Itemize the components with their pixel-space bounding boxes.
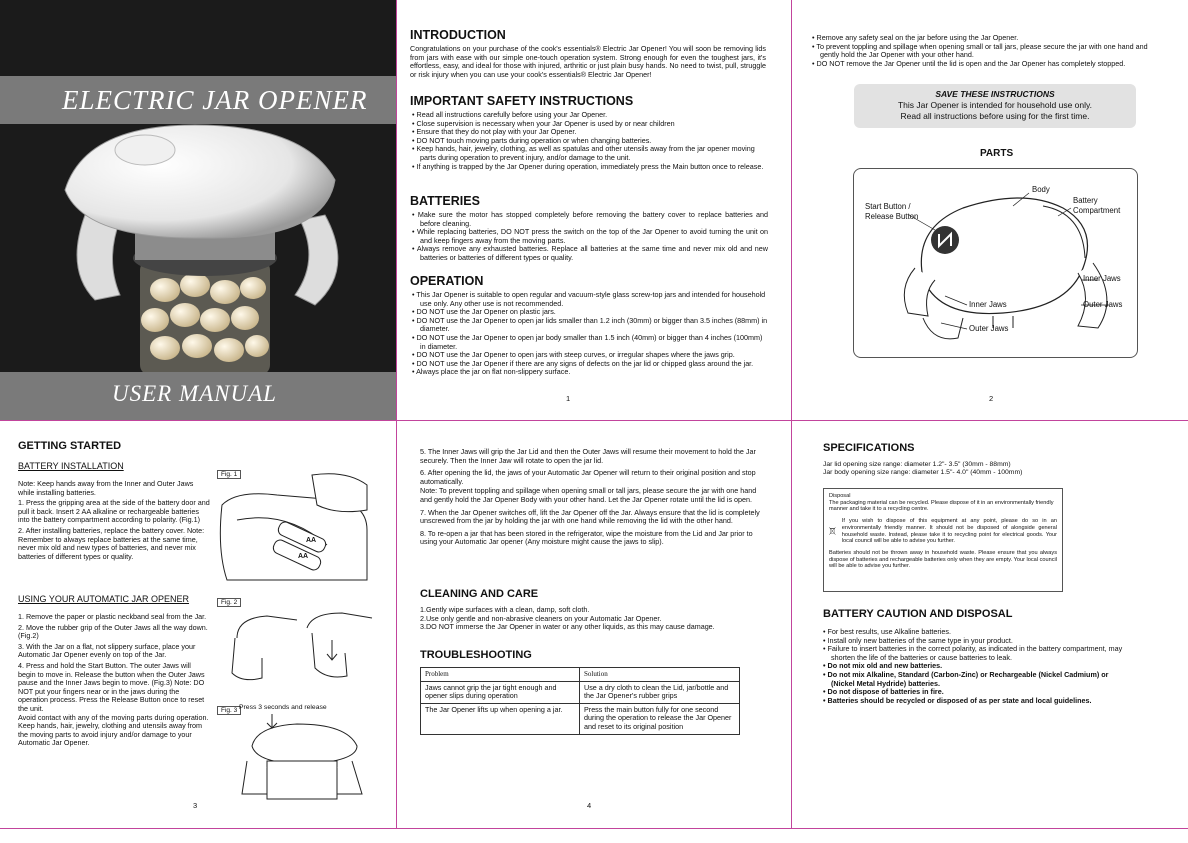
battery-aa-label-2: AA xyxy=(298,553,309,560)
list-item: • For best results, use Alkaline batteries. xyxy=(823,627,951,636)
list-item: • DO NOT remove the Jar Opener until the lid is open and the Jar Opener has completely stopped. xyxy=(812,58,1126,68)
figure-1-illustration xyxy=(217,470,377,588)
list-item: • Keep hands, hair, jewelry, clothing, as well as spatulas and other utensils away from the jar opener moving parts during operation to prevent injury, and/or damage to the unit. xyxy=(412,144,755,162)
list-item: • Remove any safety seal on the jar before using the Jar Opener. xyxy=(812,33,1019,42)
batteries-heading: BATTERIES xyxy=(410,194,480,208)
intro-heading: INTRODUCTION xyxy=(410,28,506,42)
table-header: Problem xyxy=(421,668,580,682)
using-opener-subheading: USING YOUR AUTOMATIC JAR OPENER xyxy=(18,594,190,604)
label-outer-jaws-left: Outer Jaws xyxy=(969,324,1009,333)
specifications-text: Jar lid opening size range: diameter 1.2"- 3.5" (30mm - 88mm) Jar body opening size range: diameter 1.5"- 4.0" (40mm - 100mm) xyxy=(823,461,1023,476)
parts-heading: PARTS xyxy=(980,148,1014,159)
figure-3-illustration xyxy=(217,706,377,801)
table-header: Solution xyxy=(580,668,740,682)
figure-3-label: Fig. 3 xyxy=(217,706,241,715)
divider-top-left xyxy=(396,0,397,420)
list-item: • Always remove any exhausted batteries. Replace all batteries at the same time and never mix old and new batteries or batteries of different types or quality. xyxy=(412,244,768,262)
list-item: • DO NOT use the Jar Opener to open jar lids smaller than 1.2 inch (30mm) or bigger than 3.5 inches (88mm) in diameter. xyxy=(412,315,768,334)
jar-opener-photo xyxy=(25,120,365,375)
figure-1-label: Fig. 1 xyxy=(217,470,241,479)
list-item: • DO NOT use the Jar Opener if there are any signs of defects on the jar lid or chipped glass around the jar. xyxy=(412,358,754,368)
using-opener-text: 1. Remove the paper or plastic neckband seal from the Jar. 2. Move the rubber grip of the Outer Jaws all the way down. (Fig.2) 3. With the Jar on a flat, not slippery surface, place your Automatic Jar Opener evenly on top of the Jar. 4. Press and hold the Start Button. The outer Jaws will begin to move in. Release the button when the Outer Jaws pause and the Inner Jaws begin to move. (Fig.3) Note: DO NOT put your fingers near or in the jaws during the operation process. Press the Release Button once to reset the unit. Avoid contact with any of the moving parts during operation. Keep hands, hair, jewelry, clothing and utensils away from the moving parts to avoid injury and/or damage to your Automatic Jar Opener. xyxy=(18,612,209,748)
list-item: • DO NOT use the Jar Opener to open jar body smaller than 1.5 inch (40mm) or bigger than 4 inches (100mm) in diameter. xyxy=(412,332,763,351)
list-item: 2.Use only gentle and non-abrasive cleaners on your Automatic Jar Opener. xyxy=(420,613,662,623)
list-item: • Read all instructions carefully before using your Jar Opener. xyxy=(412,110,608,119)
divider-bottom-right xyxy=(791,421,792,829)
label-body: Body xyxy=(1032,185,1050,194)
list-item: • To prevent toppling and spillage when opening small or tall jars, please secure the jar with one hand and gently hold the Jar Opener with your other hand. xyxy=(812,41,1148,60)
specifications-heading: SPECIFICATIONS xyxy=(823,442,915,454)
page-number-1: 1 xyxy=(566,394,571,403)
list-item: • Ensure that they do not play with your Jar Opener. xyxy=(412,127,577,137)
list-item: • If anything is trapped by the Jar Opener during operation, immediately press the Main button once to release. xyxy=(412,161,764,171)
table-cell: Press the main button fully for one second during the operation to release the Jar Opener and reset to its original position xyxy=(580,703,740,734)
batteries-list xyxy=(412,211,768,263)
list-item: • This Jar Opener is suitable to open regular and vacuum-style glass screw-top jars and intended for household use only. Any other use is not recommended. xyxy=(412,290,766,308)
divider-top-right xyxy=(791,0,792,420)
page-number-4: 4 xyxy=(587,801,592,810)
disposal-text-1: The packaging material can be recycled. Please dispose of it in an environmentally friendly manner and take it to a recycling centre. xyxy=(829,499,1054,513)
steps-text: 5. The Inner Jaws will grip the Jar Lid and then the Outer Jaws will resume their movement to hold the Jar securely. Then the Inner Jaw will rotate to open the jar lid. 6. After opening the lid, the jaws of your Automatic Jar Opener will return to their original position and stop automatically. Note: To prevent toppling and spillage when opening small or tall jars, please secure the jar with one hand and gently hold the Jar Opener Body with your other hand. Let the Jar Opener rotate until the lid is open. 7. When the Jar Opener switches off, lift the Jar Opener off the Jar. Always ensure that the lid is completely unscrewed from the jar by holding the jar with one hand while removing the lid with the other hand. 8. To re-open a jar that has been stored in the refrigerator, wipe the moisture from the Lid and Jar prior to using your Automatic Jar opener (Any moisture might cause the jaws to slip). xyxy=(420,447,760,547)
divider-bottom xyxy=(0,828,1188,829)
divider-bottom-left xyxy=(396,421,397,829)
table-cell: Jaws cannot grip the jar tight enough and opener slips during operation xyxy=(421,681,580,703)
disposal-text-2: If you wish to dispose of this equipment at any point, please do so in an environmentally friendly manner. It should not be disposed of alongside general household waste. Instead, please take it to recycling point for electrical goods. Your local council will be able to advise you further. xyxy=(841,518,1057,545)
cleaning-heading: CLEANING AND CARE xyxy=(420,588,539,600)
divider-middle xyxy=(0,420,1188,421)
cleaning-list xyxy=(420,606,770,632)
list-item: • Make sure the motor has stopped completely before removing the battery cover to replace batteries and before cleaning. xyxy=(412,210,768,228)
label-start-button: Start Button / Release Button xyxy=(865,202,919,221)
safety-heading: IMPORTANT SAFETY INSTRUCTIONS xyxy=(410,94,634,108)
table-row xyxy=(421,703,740,734)
table-cell: Use a dry cloth to clean the Lid, jar/bottle and the Jar Opener's rubber grips xyxy=(580,681,740,703)
list-item: 1.Gently wipe surfaces with a clean, damp, soft cloth. xyxy=(420,605,590,614)
safety-list xyxy=(412,111,768,171)
getting-started-heading: GETTING STARTED xyxy=(18,440,122,452)
save-title: SAVE THESE INSTRUCTIONS xyxy=(935,89,1055,99)
label-battery-compartment: Battery Compartment xyxy=(1073,196,1121,215)
troubleshooting-heading: TROUBLESHOOTING xyxy=(420,649,532,661)
battery-installation-subheading: BATTERY INSTALLATION xyxy=(18,461,124,471)
figure-3-caption: Press 3 seconds and release xyxy=(239,704,327,711)
troubleshooting-table xyxy=(420,667,740,735)
disposal-box xyxy=(823,488,1063,592)
table-header-row xyxy=(421,668,740,682)
cover-title: ELECTRIC JAR OPENER xyxy=(62,85,368,115)
intro-text: Congratulations on your purchase of the cook's essentials® Electric Jar Opener! You will soon be removing lids from jars with ease with our simple one-touch operation system. Strong enough for even the toughest jars, it's effortless, easy, and ideal for those with injured, arthritic or just plain busy hands. No need to twist, pull, struggle or risk injury when you can use your cook's essentials® Electric Jar Opener! xyxy=(410,44,766,79)
list-item: • Failure to insert batteries in the correct polarity, as indicated in the battery compartment, may shorten the life of the batteries or cause batteries to leak. xyxy=(823,644,1123,662)
battery-aa-label-1: AA xyxy=(306,537,317,544)
save-instructions-box xyxy=(854,84,1136,128)
list-item: • Always place the jar on flat non-slippery surface. xyxy=(412,367,571,377)
list-item: • Close supervision is necessary when your Jar Opener is used by or near children xyxy=(412,118,675,128)
figure-2-label: Fig. 2 xyxy=(217,598,241,607)
list-item: • DO NOT touch moving parts during operation or when changing batteries. xyxy=(412,135,652,145)
battery-caution-heading: BATTERY CAUTION AND DISPOSAL xyxy=(823,608,1013,620)
list-item: • DO NOT use the Jar Opener on plastic jars. xyxy=(412,307,556,317)
battery-installation-text: Note: Keep hands away from the Inner and Outer Jaws while installing batteries. 1. Press the gripping area at the side of the battery door and pull it back. Insert 2 AA alkaline or rechargeable batteries into the battery compartment according to polarity. (Fig.1) 2. After installing batteries, replace the battery cover. Note: Remember to always replace batteries at the same time, never mix old and new types of batteries, and never mix batteries of different types or quality. xyxy=(18,479,210,561)
list-item: • While replacing batteries, DO NOT press the switch on the top of the Jar Opener to avoid turning the unit on and keep fingers away from the moving parts. xyxy=(412,227,768,245)
list-item: • Batteries should be recycled or disposed of as per state and local guidelines. xyxy=(823,695,1092,705)
figure-2-illustration xyxy=(217,598,377,688)
table-row xyxy=(421,681,740,703)
save-line-2: Read all instructions before using for the first time. xyxy=(900,111,1090,121)
caution-list xyxy=(823,628,1123,705)
label-inner-jaws-right: Inner Jaws xyxy=(1083,274,1121,283)
page-number-2: 2 xyxy=(989,394,994,403)
save-line-1: This Jar Opener is intended for household use only. xyxy=(897,100,1093,110)
table-cell: The Jar Opener lifts up when opening a jar. xyxy=(421,703,580,734)
operation-heading: OPERATION xyxy=(410,274,484,288)
disposal-weee-row xyxy=(829,518,1057,545)
cover-subtitle: USER MANUAL xyxy=(112,381,277,406)
list-item: • Do not mix Alkaline, Standard (Carbon-Zinc) or Rechargeable (Nickel Cadmium) or (Nickel Metal Hydride) batteries. xyxy=(823,669,1109,688)
disposal-text-3: Batteries should not be thrown away in household waste. Please ensure that you always dispose of batteries and rechargeable batteries only when they are empty. Your local council will be able to advise you further. xyxy=(829,549,1057,570)
disposal-title: Disposal xyxy=(829,493,851,499)
list-item: • DO NOT use the Jar Opener to open jars with steep curves, or irregular shapes where the jaws grip. xyxy=(412,350,735,360)
list-item: • Do not mix old and new batteries. xyxy=(823,661,943,671)
label-outer-jaws-right: Outer Jaws xyxy=(1083,300,1123,309)
list-item: • Install only new batteries of the same type in your product. xyxy=(823,635,1013,645)
page2-list xyxy=(812,34,1168,68)
label-inner-jaws-left: Inner Jaws xyxy=(969,300,1007,309)
list-item: • Do not dispose of batteries in fire. xyxy=(823,687,944,697)
operation-list xyxy=(412,291,768,377)
weee-bin-icon xyxy=(829,518,836,544)
list-item: 3.DO NOT immerse the Jar Opener in water or any other liquids, as this may cause damage. xyxy=(420,622,715,632)
page-number-3: 3 xyxy=(193,801,198,810)
